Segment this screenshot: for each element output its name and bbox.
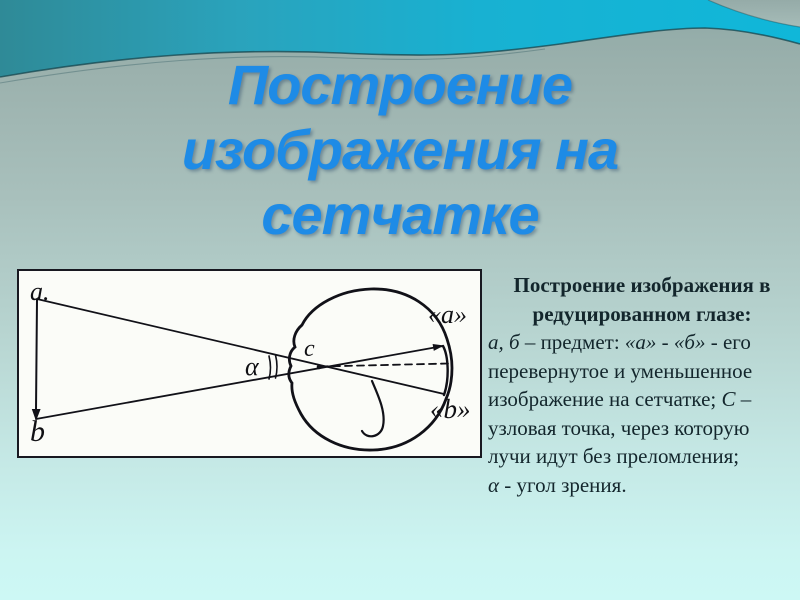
description-heading-line-1: Построение изображения в [513,273,771,297]
description-heading-line-2: редуцированном глазе: [532,301,752,326]
description-line: перевернутое и уменьшенное [488,358,753,383]
title-line-1: Построение [227,53,573,116]
title-line-3: сетчатке [261,183,539,246]
page-title [0,52,800,247]
eye-inner-curve [362,381,384,436]
object-bottom-label: b [30,415,45,448]
title-line-2: изображения на [181,118,619,181]
description-line: узловая точка, через которую [488,415,750,440]
description-body [488,328,796,499]
ray-top-to-bottom [37,299,444,394]
description-line: а, б – предмет: «а» - «б» - его [488,330,751,354]
description-line: лучи идут без преломления; [488,444,740,468]
angle-tick-1 [269,356,271,379]
retina-image-line [443,346,448,395]
nodal-point-label: с [304,336,315,362]
description-block [488,271,796,499]
angle-tick-2 [276,355,278,378]
image-bottom-label: «b» [430,394,471,424]
retina-image-diagram [17,269,482,458]
object-line [36,300,37,410]
image-top-label: «а» [428,300,467,329]
description-line: изображение на сетчатке; С – [488,387,752,411]
object-top-label: а. [30,277,50,306]
description-line: α - угол зрения. [488,472,627,497]
visual-angle-label: α [245,352,259,381]
